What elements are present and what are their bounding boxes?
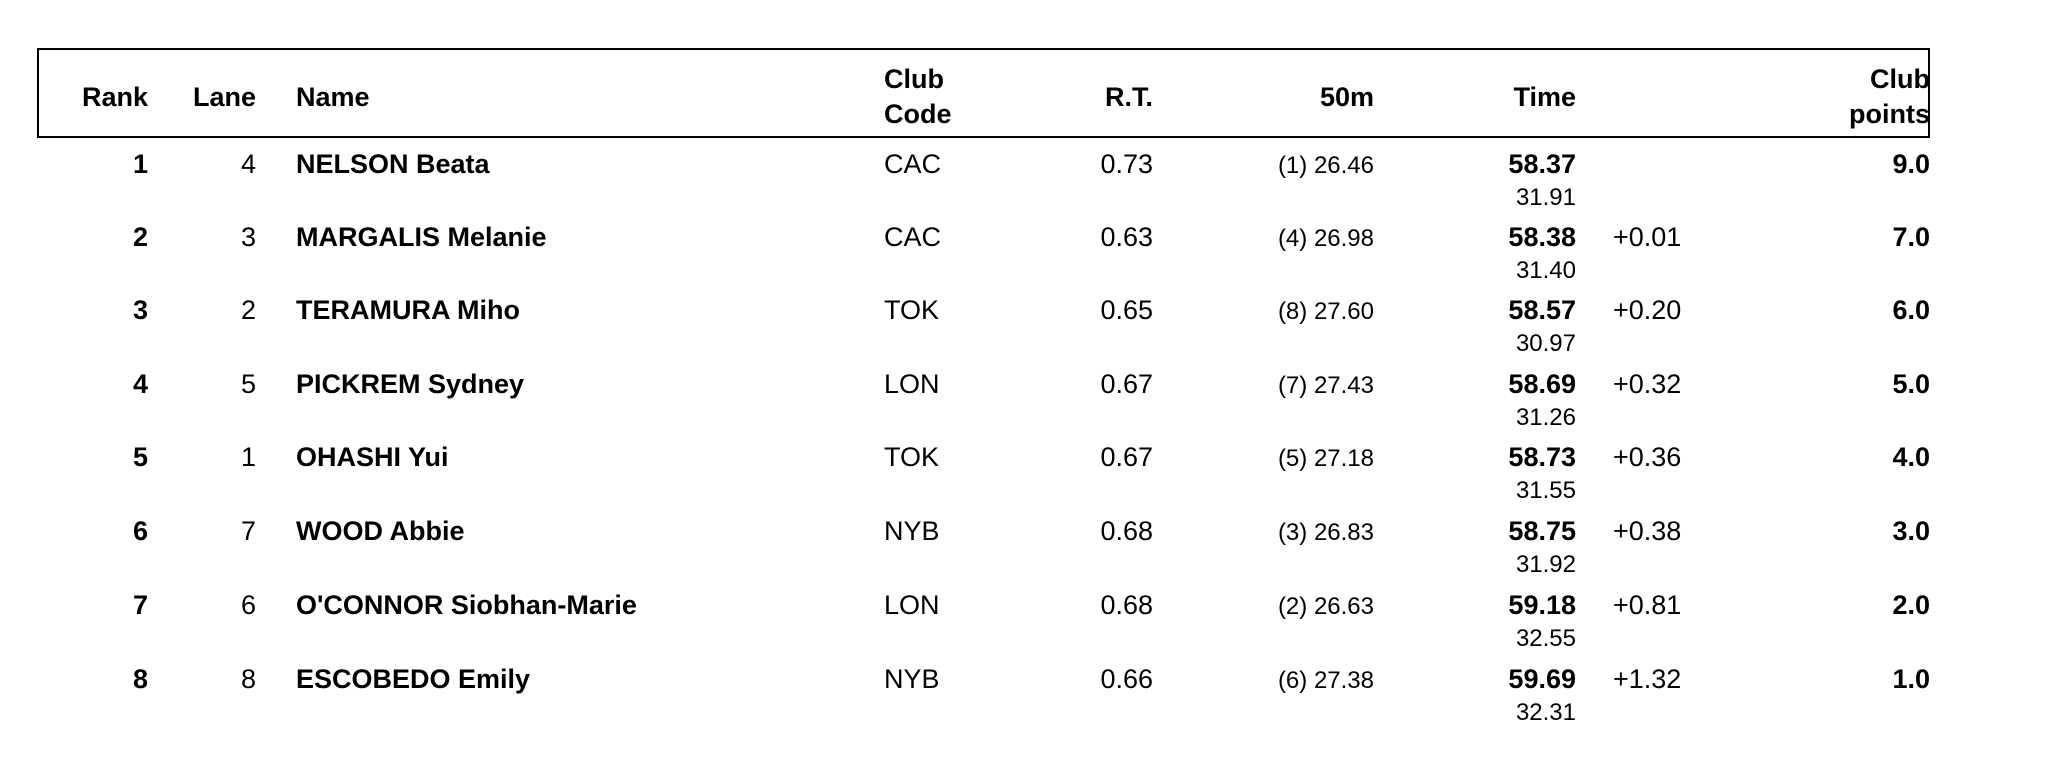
split-50m-cell: (6) 27.38	[1277, 667, 1374, 694]
name-cell: TERAMURA Miho	[296, 295, 520, 325]
club-code-cell: TOK	[884, 295, 940, 325]
time-behind-cell: +0.32	[1613, 369, 1682, 399]
table-row	[0, 514, 2048, 587]
header-rank: Rank	[81, 82, 148, 112]
rank-cell: 3	[132, 295, 148, 325]
split-50m-cell: (3) 26.83	[1277, 519, 1374, 546]
club-code-cell: NYB	[884, 516, 940, 546]
club-code-cell: CAC	[884, 149, 942, 179]
rank-cell: 5	[132, 442, 148, 472]
lane-cell: 4	[240, 149, 256, 179]
split-second-50m-cell: 31.26	[1515, 404, 1576, 431]
table-row	[0, 220, 2048, 293]
name-cell: NELSON Beata	[296, 149, 490, 179]
club-points-cell: 9.0	[1892, 149, 1930, 179]
lane-cell: 7	[240, 516, 256, 546]
split-second-50m-cell: 31.55	[1515, 477, 1576, 504]
header-club-code-line2: Code	[884, 99, 952, 129]
reaction-time-cell: 0.65	[1100, 295, 1153, 325]
table-row	[0, 367, 2048, 440]
reaction-time-cell: 0.67	[1100, 369, 1153, 399]
split-second-50m-cell: 31.92	[1515, 551, 1576, 578]
time-behind-cell: +0.36	[1613, 442, 1682, 472]
table-row	[0, 147, 2048, 220]
name-cell: ESCOBEDO Emily	[296, 664, 531, 694]
split-50m-cell: (5) 27.18	[1277, 445, 1374, 472]
reaction-time-cell: 0.73	[1100, 149, 1153, 179]
name-cell: OHASHI Yui	[296, 442, 449, 472]
split-second-50m-cell: 30.97	[1515, 330, 1576, 357]
rank-cell: 6	[132, 516, 148, 546]
split-50m-cell: (7) 27.43	[1277, 372, 1374, 399]
reaction-time-cell: 0.67	[1100, 442, 1153, 472]
table-row	[0, 662, 2048, 735]
header-club-points-line1: Club	[1870, 64, 1930, 94]
split-second-50m-cell: 31.91	[1515, 184, 1576, 211]
club-points-cell: 2.0	[1892, 590, 1930, 620]
header-split-50m: 50m	[1319, 82, 1374, 112]
table-row	[0, 293, 2048, 366]
club-code-cell: LON	[884, 369, 940, 399]
name-cell: PICKREM Sydney	[296, 369, 525, 399]
reaction-time-cell: 0.68	[1100, 516, 1153, 546]
rank-cell: 7	[132, 590, 148, 620]
time-cell: 58.37	[1508, 149, 1576, 179]
rank-cell: 1	[132, 149, 148, 179]
time-cell: 59.18	[1508, 590, 1576, 620]
time-behind-cell: +0.20	[1613, 295, 1682, 325]
club-points-cell: 5.0	[1892, 369, 1930, 399]
split-second-50m-cell: 32.31	[1515, 699, 1576, 726]
club-code-cell: LON	[884, 590, 940, 620]
name-cell: WOOD Abbie	[296, 516, 465, 546]
time-cell: 58.73	[1508, 442, 1576, 472]
time-cell: 58.75	[1508, 516, 1576, 546]
lane-cell: 2	[240, 295, 256, 325]
reaction-time-cell: 0.66	[1100, 664, 1153, 694]
lane-cell: 6	[240, 590, 256, 620]
header-name: Name	[296, 82, 370, 112]
header-reaction-time: R.T.	[1104, 82, 1153, 112]
club-code-cell: CAC	[884, 222, 942, 252]
split-50m-cell: (4) 26.98	[1277, 225, 1374, 252]
name-cell: O'CONNOR Siobhan-Marie	[296, 590, 637, 620]
lane-cell: 8	[240, 664, 256, 694]
table-row	[0, 440, 2048, 513]
lane-cell: 1	[240, 442, 256, 472]
time-cell: 58.57	[1508, 295, 1576, 325]
split-second-50m-cell: 32.55	[1515, 625, 1576, 652]
split-second-50m-cell: 31.40	[1515, 257, 1576, 284]
split-50m-cell: (2) 26.63	[1277, 593, 1374, 620]
rank-cell: 4	[132, 369, 148, 399]
time-behind-cell: +0.01	[1613, 222, 1682, 252]
header-club-code-line1: Club	[884, 64, 944, 94]
table-row	[0, 588, 2048, 661]
rank-cell: 8	[132, 664, 148, 694]
time-behind-cell: +0.81	[1613, 590, 1682, 620]
split-50m-cell: (8) 27.60	[1277, 298, 1374, 325]
header-time: Time	[1513, 82, 1576, 112]
club-points-cell: 1.0	[1892, 664, 1930, 694]
club-code-cell: TOK	[884, 442, 940, 472]
lane-cell: 3	[240, 222, 256, 252]
rank-cell: 2	[132, 222, 148, 252]
club-points-cell: 4.0	[1892, 442, 1930, 472]
header-club-points-line2: points	[1849, 99, 1930, 129]
club-code-cell: NYB	[884, 664, 940, 694]
lane-cell: 5	[240, 369, 256, 399]
time-cell: 59.69	[1508, 664, 1576, 694]
time-cell: 58.38	[1508, 222, 1576, 252]
club-points-cell: 3.0	[1892, 516, 1930, 546]
time-behind-cell: +1.32	[1613, 664, 1682, 694]
header-lane: Lane	[192, 82, 256, 112]
club-points-cell: 6.0	[1892, 295, 1930, 325]
time-cell: 58.69	[1508, 369, 1576, 399]
time-behind-cell: +0.38	[1613, 516, 1682, 546]
reaction-time-cell: 0.68	[1100, 590, 1153, 620]
split-50m-cell: (1) 26.46	[1277, 152, 1374, 179]
club-points-cell: 7.0	[1892, 222, 1930, 252]
reaction-time-cell: 0.63	[1100, 222, 1153, 252]
name-cell: MARGALIS Melanie	[296, 222, 547, 252]
